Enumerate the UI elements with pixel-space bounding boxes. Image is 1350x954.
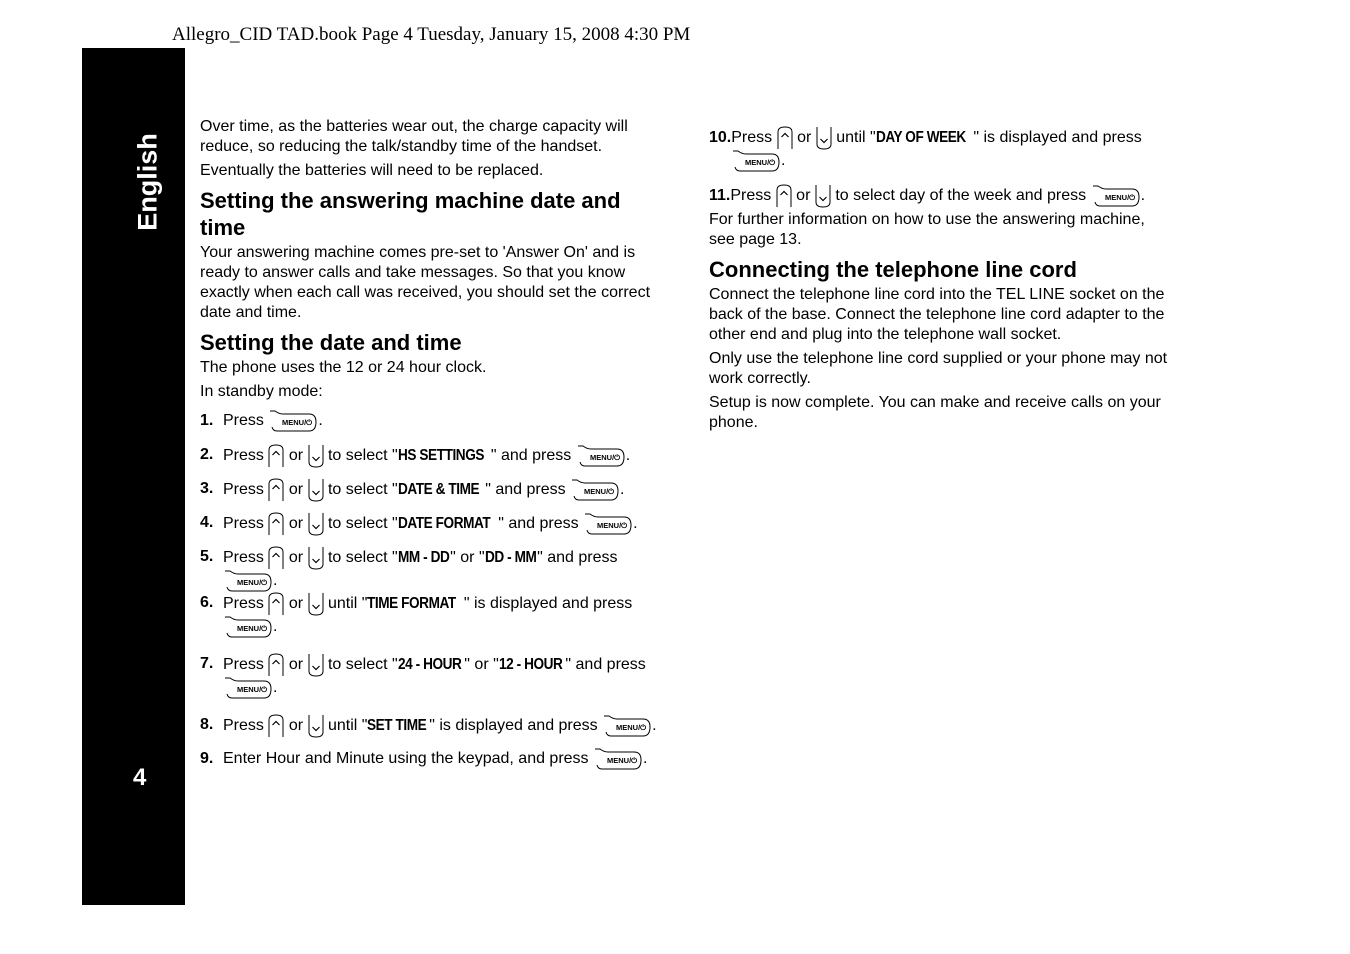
step-text: or <box>288 447 304 465</box>
menu-key-icon <box>571 479 619 501</box>
down-key-icon <box>308 546 324 570</box>
step-number: 8. <box>200 716 214 734</box>
step-text: . <box>1140 187 1146 205</box>
step-text: . <box>620 481 625 499</box>
step-text: to select " <box>327 656 398 674</box>
step-2 <box>200 444 660 478</box>
step-text: . <box>781 152 786 170</box>
heading-line-cord: Connecting the telephone line cord <box>709 257 1077 282</box>
step-5 <box>200 546 660 592</box>
step-text: Press <box>223 447 264 465</box>
menu-item-label: DATE FORMAT <box>397 515 490 533</box>
svg-text:MENU/⏻: MENU/⏻ <box>237 578 268 587</box>
step-number: 5. <box>200 548 214 565</box>
up-key-icon <box>776 184 792 208</box>
step-text: . <box>643 750 648 768</box>
up-key-icon <box>268 512 284 536</box>
step-text: or <box>796 187 811 205</box>
step-text: " is displayed and press <box>429 717 598 735</box>
step-text: Press <box>223 717 264 735</box>
svg-text:MENU/⏻: MENU/⏻ <box>584 487 615 496</box>
heading-answering-machine-date: Setting the answering machine date and time <box>200 188 621 240</box>
menu-key-icon <box>603 715 651 737</box>
step-4 <box>200 512 660 546</box>
step-text: Press <box>223 595 264 613</box>
step-text: . <box>318 412 323 430</box>
up-key-icon <box>268 546 284 570</box>
supplied-cord-paragraph: Only use the telephone line cord supplied or your phone may not work correctly. <box>709 350 1168 387</box>
down-key-icon <box>308 512 324 536</box>
answering-machine-paragraph: Your answering machine comes pre-set to 'Answer On' and is ready to answer calls and take messages. So that you know exactly when each call was received, you should set the correct date and time. <box>200 244 651 321</box>
step-text: or <box>288 515 304 533</box>
setup-complete-paragraph: Setup is now complete. You can make and receive calls on your phone. <box>709 394 1161 431</box>
intro-paragraph-2: Eventually the batteries will need to be replaced. <box>200 162 544 179</box>
step-text: to select " <box>327 447 398 465</box>
up-key-icon <box>777 126 793 150</box>
menu-item-label: MM - DD <box>397 549 450 567</box>
step-text: or <box>288 595 304 613</box>
menu-item-label: DD - MM <box>484 549 537 567</box>
menu-item-label: 24 - HOUR <box>397 656 462 674</box>
up-key-icon <box>268 444 284 468</box>
down-key-icon <box>815 184 831 208</box>
step-7 <box>200 653 660 714</box>
step-text: . <box>633 515 638 533</box>
step-number: 10. <box>709 129 732 147</box>
step-text: " or " <box>450 549 485 567</box>
step-number: 1. <box>200 412 214 429</box>
step-number: 2. <box>200 446 214 463</box>
clock-paragraph: The phone uses the 12 or 24 hour clock. <box>200 359 487 376</box>
step-text: " and press <box>485 481 566 499</box>
menu-item-label: SET TIME <box>367 717 427 735</box>
menu-item-label: DATE & TIME <box>397 481 479 499</box>
standby-paragraph: In standby mode: <box>200 383 323 400</box>
step-text: " and press <box>537 549 618 567</box>
step-number: 7. <box>200 655 214 673</box>
menu-key-icon <box>594 748 642 770</box>
svg-text:MENU/⏻: MENU/⏻ <box>616 723 647 733</box>
step-number: 11. <box>709 187 731 205</box>
up-key-icon <box>268 478 284 502</box>
step-text: or <box>288 481 304 499</box>
step-text: . <box>625 447 631 465</box>
down-key-icon <box>308 478 324 502</box>
step-number: 9. <box>200 750 214 768</box>
step-text: Press <box>223 412 264 430</box>
step-text: until " <box>327 595 368 613</box>
step-text: to select " <box>327 549 398 567</box>
step-text: until " <box>327 717 368 735</box>
step-text: " and press <box>565 656 646 674</box>
svg-text:MENU/⏻: MENU/⏻ <box>607 756 638 766</box>
step-number: 6. <box>200 594 214 612</box>
svg-text:MENU/⏻: MENU/⏻ <box>237 685 268 695</box>
step-number: 3. <box>200 480 214 497</box>
menu-key-icon <box>224 616 272 638</box>
step-text: or <box>797 129 812 147</box>
step-text: . <box>273 618 278 636</box>
menu-key-icon <box>269 410 317 432</box>
menu-key-icon <box>224 570 272 592</box>
step-text: Press <box>223 656 264 674</box>
step-11 <box>709 184 1169 210</box>
intro-paragraph-1: Over time, as the batteries wear out, the charge capacity will reduce, so reducing the talk/standby time of the handset. <box>200 118 628 155</box>
step-text: or <box>288 656 304 674</box>
step-text: to select day of the week and press <box>835 187 1087 205</box>
step-8 <box>200 714 660 748</box>
step-6 <box>200 592 660 653</box>
down-key-icon <box>308 714 324 738</box>
step-text: . <box>273 572 278 590</box>
svg-text:MENU/⏻: MENU/⏻ <box>597 521 628 530</box>
step-text: . <box>652 717 657 735</box>
step-1 <box>200 410 660 444</box>
language-label: English <box>132 133 163 231</box>
print-header: Allegro_CID TAD.book Page 4 Tuesday, January 15, 2008 4:30 PM <box>172 24 691 45</box>
menu-key-icon <box>1092 185 1140 207</box>
step-text: until " <box>836 129 876 147</box>
menu-item-label: 12 - HOUR <box>498 656 563 674</box>
svg-text:MENU/⏻: MENU/⏻ <box>589 453 620 462</box>
step-text: or <box>288 549 304 567</box>
up-key-icon <box>268 592 284 616</box>
svg-text:MENU/⏻: MENU/⏻ <box>1104 193 1135 202</box>
menu-item-label: DAY OF WEEK <box>875 129 966 147</box>
down-key-icon <box>308 653 324 677</box>
step-text: " and press <box>490 447 572 465</box>
step-number: 4. <box>200 514 214 531</box>
step-text: or <box>288 717 304 735</box>
heading-date-and-time: Setting the date and time <box>200 330 462 355</box>
svg-text:MENU/⏻: MENU/⏻ <box>237 624 268 634</box>
menu-key-icon <box>577 445 625 467</box>
further-info-paragraph: For further information on how to use the answering machine, see page 13. <box>709 211 1145 248</box>
menu-key-icon <box>224 677 272 699</box>
step-text: to select " <box>327 515 398 533</box>
menu-item-label: HS SETTINGS <box>397 447 484 465</box>
step-10 <box>709 126 1169 184</box>
step-9 <box>200 748 660 782</box>
up-key-icon <box>268 653 284 677</box>
svg-text:MENU/⏻: MENU/⏻ <box>282 418 313 427</box>
step-text: Press <box>223 481 264 499</box>
step-text: " is displayed and press <box>463 595 633 613</box>
step-text: Press <box>223 549 264 567</box>
menu-key-icon <box>732 150 780 172</box>
step-text: Press <box>223 515 264 533</box>
step-text: " or " <box>464 656 499 674</box>
connect-paragraph: Connect the telephone line cord into the TEL LINE socket on the back of the base. Connect the telephone line cord adapter to the other end and plug into the telephone wall socket. <box>709 286 1165 343</box>
step-text: " and press <box>498 515 579 533</box>
down-key-icon <box>308 444 324 468</box>
menu-item-label: TIME FORMAT <box>367 595 457 613</box>
right-column <box>709 126 1169 437</box>
step-text: Enter Hour and Minute using the keypad, and press <box>223 750 589 768</box>
down-key-icon <box>308 592 324 616</box>
page-number: 4 <box>133 764 147 791</box>
step-text: Press <box>730 187 772 205</box>
step-3 <box>200 478 660 512</box>
down-key-icon <box>816 126 832 150</box>
step-text: . <box>273 679 278 697</box>
left-column <box>200 117 660 782</box>
up-key-icon <box>268 714 284 738</box>
menu-key-icon <box>584 513 632 535</box>
step-text: Press <box>731 129 773 147</box>
svg-text:MENU/⏻: MENU/⏻ <box>745 158 776 167</box>
step-text: to select " <box>327 481 398 499</box>
steps-list <box>200 410 660 782</box>
step-text: " is displayed and press <box>973 129 1142 147</box>
